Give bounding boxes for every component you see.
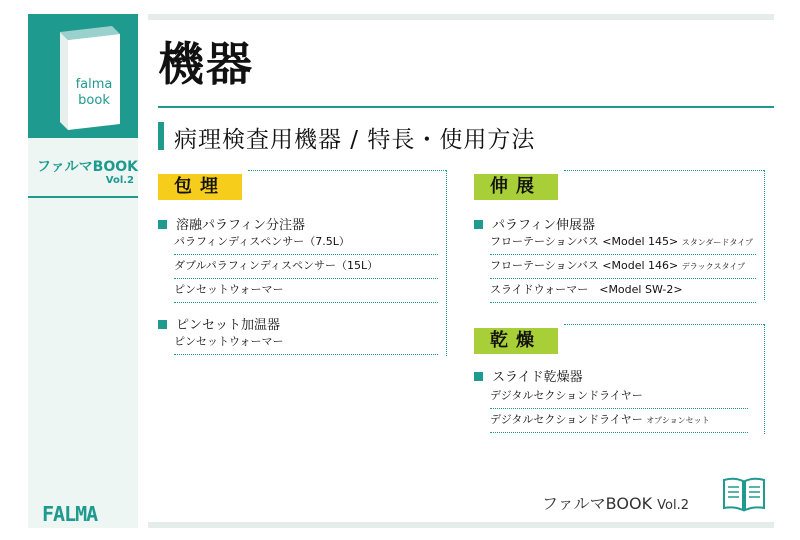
list-item: ピンセットウォーマー: [174, 280, 438, 303]
section-tag: 乾燥: [474, 328, 558, 354]
title-rule: [158, 106, 774, 108]
section-border: [764, 324, 765, 434]
section-stretching: [474, 170, 766, 300]
open-book-icon: [722, 476, 766, 512]
section-top-border: [564, 324, 764, 325]
list-item: フローテーションバス <Model 145> スタンダードタイプ: [490, 232, 756, 255]
section-tag: 包埋: [158, 174, 242, 200]
square-bullet-icon: [474, 220, 483, 229]
section-top-border: [248, 170, 446, 171]
section-top-border: [564, 170, 764, 171]
list-item: ダブルパラフィンディスペンサー（15L）: [174, 256, 438, 279]
square-bullet-icon: [158, 320, 167, 329]
section-border: [764, 170, 765, 300]
page-subtitle: 病理検査用機器 / 特長・使用方法: [174, 127, 536, 153]
sidebar: [28, 14, 138, 528]
section-border: [446, 170, 447, 356]
list-item: スライドウォーマー <Model SW-2>: [490, 280, 756, 303]
book-icon: [46, 26, 124, 130]
page-title: 機器: [158, 37, 254, 91]
group-heading: パラフィン伸展器: [474, 214, 595, 233]
book-text-1: falma: [75, 77, 113, 92]
section-tag: 伸展: [474, 174, 558, 200]
falma-logo: FALMA: [42, 502, 98, 526]
square-bullet-icon: [474, 372, 483, 381]
list-item: デジタルセクションドライヤー オプションセット: [490, 410, 748, 433]
square-bullet-icon: [158, 220, 167, 229]
group-heading: ピンセット加温器: [158, 314, 280, 333]
sidebar-header: [28, 14, 138, 138]
list-item: ピンセットウォーマー: [174, 332, 438, 355]
group-heading: 溶融パラフィン分注器: [158, 214, 305, 233]
list-item: デジタルセクションドライヤー: [490, 386, 748, 409]
sidebar-title: ファルマBOOK: [36, 159, 138, 175]
list-item: パラフィンディスペンサー（7.5L）: [174, 232, 438, 255]
group-heading: スライド乾燥器: [474, 366, 583, 385]
sidebar-vol: Vol.2: [105, 175, 134, 186]
section-drying: [474, 324, 766, 434]
section-embedding: [158, 170, 448, 356]
subtitle-marker: [158, 122, 164, 150]
book-text-2: book: [78, 93, 110, 108]
sidebar-divider: [28, 196, 138, 198]
list-item: フローテーションバス <Model 146> デラックスタイプ: [490, 256, 756, 279]
bottom-bar: [148, 522, 774, 528]
top-bar: [148, 14, 774, 20]
footer-brand: ファルマBOOK Vol.2: [542, 494, 690, 513]
